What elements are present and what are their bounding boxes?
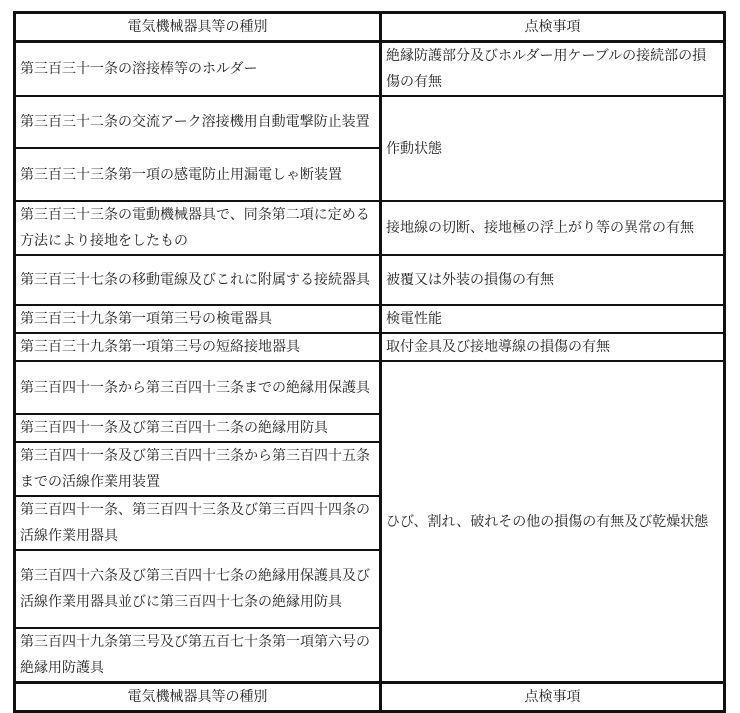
equipment-cell: 第三百三十一条の溶接棒等のホルダー <box>15 42 381 97</box>
equipment-cell: 第三百三十九条第一項第三号の短絡接地器具 <box>15 333 381 361</box>
inspection-cell: 被覆又は外装の損傷の有無 <box>381 255 725 305</box>
inspection-cell: 絶縁防護部分及びホルダー用ケーブルの接続部の損傷の有無 <box>381 42 725 97</box>
inspection-cell-merged: ひび、割れ、破れその他の損傷の有無及び乾燥状態 <box>381 361 725 683</box>
equipment-cell: 第三百三十七条の移動電線及びこれに附属する接続器具 <box>15 255 381 305</box>
equipment-cell: 第三百三十三条第一項の感電防止用漏電しゃ断装置 <box>15 148 381 201</box>
table-row <box>15 305 725 333</box>
footer-inspection-items: 点検事項 <box>381 683 725 712</box>
inspection-cell: 接地線の切断、接地極の浮上がり等の異常の有無 <box>381 201 725 255</box>
inspection-cell: 検電性能 <box>381 305 725 333</box>
inspection-table <box>13 11 726 713</box>
equipment-cell: 第三百四十六条及び第三百四十七条の絶縁用保護具及び活線作業用器具並びに第三百四十七条の絶縁用防具 <box>15 550 381 628</box>
equipment-cell: 第三百三十二条の交流アーク溶接機用自動電撃防止装置 <box>15 96 381 148</box>
table-header-row <box>15 13 725 42</box>
table-row <box>15 255 725 305</box>
equipment-cell: 第三百四十一条及び第三百四十三条から第三百四十五条までの活線作業用装置 <box>15 442 381 496</box>
equipment-cell: 第三百三十九条第一項第三号の検電器具 <box>15 305 381 333</box>
equipment-cell: 第三百四十一条、第三百四十三条及び第三百四十四条の活線作業用器具 <box>15 496 381 550</box>
table-row <box>15 42 725 97</box>
header-equipment-type: 電気機械器具等の種別 <box>15 13 381 42</box>
equipment-cell: 第三百四十一条から第三百四十三条までの絶縁用保護具 <box>15 361 381 414</box>
table-row <box>15 361 725 414</box>
inspection-cell-merged: 作動状態 <box>381 96 725 201</box>
table-footer-row <box>15 683 725 712</box>
equipment-cell: 第三百四十九条第三号及び第五百七十条第一項第六号の絶縁用防護具 <box>15 628 381 683</box>
header-inspection-items: 点検事項 <box>381 13 725 42</box>
equipment-cell: 第三百四十一条及び第三百四十二条の絶縁用防具 <box>15 414 381 442</box>
equipment-cell: 第三百三十三条の電動機械器具で、同条第二項に定める方法により接地をしたもの <box>15 201 381 255</box>
footer-equipment-type: 電気機械器具等の種別 <box>15 683 381 712</box>
table-row <box>15 333 725 361</box>
table-row <box>15 201 725 255</box>
inspection-cell: 取付金具及び接地導線の損傷の有無 <box>381 333 725 361</box>
table-row <box>15 96 725 148</box>
